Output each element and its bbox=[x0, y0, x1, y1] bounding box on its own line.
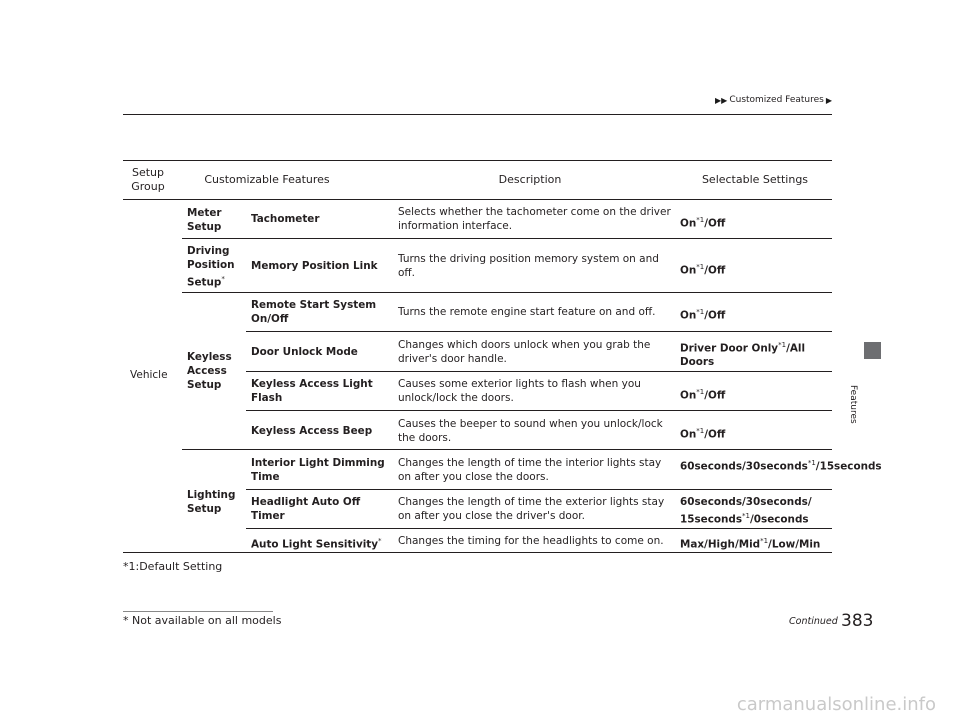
triangle-icon: ▶ bbox=[825, 95, 832, 105]
top-rule bbox=[123, 114, 832, 115]
table-top-rule bbox=[123, 160, 832, 161]
feature-description: Causes some exterior lights to flash when you unlock/lock the doors. bbox=[398, 378, 641, 404]
feature-description: Changes the timing for the headlights to come on. bbox=[398, 535, 664, 547]
table-bottom-rule bbox=[123, 552, 832, 553]
continued-label: Continued bbox=[789, 616, 838, 627]
feature-name: Door Unlock Mode bbox=[251, 346, 358, 358]
page-number: 383 bbox=[841, 611, 874, 631]
feature-name: Memory Position Link bbox=[251, 260, 378, 272]
col-header-group: Setup Group bbox=[131, 166, 165, 193]
subgroup-lighting: Lighting Setup bbox=[187, 489, 236, 515]
feature-description: Selects whether the tachometer come on the driver information interface. bbox=[398, 206, 671, 232]
feature-settings: Driver Door Only$^{*1}$/All Doors bbox=[680, 341, 806, 369]
footnote: * Not available on all models bbox=[123, 614, 282, 627]
running-header bbox=[715, 95, 832, 105]
row-rule bbox=[182, 449, 832, 450]
watermark: carmanualsonline.info bbox=[736, 694, 936, 715]
row-rule bbox=[246, 528, 832, 529]
row-rule bbox=[246, 489, 832, 490]
feature-name: Tachometer bbox=[251, 213, 320, 225]
feature-name: Keyless Access Beep bbox=[251, 425, 373, 437]
feature-description: Turns the remote engine start feature on and off. bbox=[398, 306, 656, 318]
section-tab-label: Features bbox=[848, 385, 858, 424]
vehicle-label: Vehicle bbox=[130, 369, 168, 381]
feature-name: Keyless Access Light Flash bbox=[251, 378, 373, 404]
col-header-description: Description bbox=[498, 173, 562, 186]
feature-settings: Max/High/Mid$^{*1}$/Low/Min bbox=[680, 537, 821, 551]
row-rule bbox=[182, 292, 832, 293]
feature-name: Headlight Auto Off Timer bbox=[251, 496, 361, 522]
feature-settings: 60seconds/30seconds/ 15seconds$^{*1}$/0seconds bbox=[680, 496, 812, 526]
header-bottom-rule bbox=[123, 199, 832, 200]
section-tab-marker bbox=[864, 342, 881, 359]
feature-name: Remote Start System On/Off bbox=[251, 299, 377, 325]
triangle-icon: ▶▶ bbox=[715, 95, 728, 105]
feature-settings: On$^{*1}$/Off bbox=[680, 216, 726, 230]
header-section-title: Customized Features bbox=[729, 95, 824, 105]
feature-settings: 60seconds/30seconds$^{*1}$/15seconds bbox=[680, 459, 882, 473]
col-header-feature: Customizable Features bbox=[204, 173, 330, 186]
default-setting-note: *1:Default Setting bbox=[123, 560, 223, 573]
subgroup-keyless: Keyless Access Setup bbox=[187, 351, 232, 391]
subgroup-meter: Meter Setup bbox=[187, 207, 222, 233]
footnote-rule bbox=[123, 611, 273, 612]
feature-name: Interior Light Dimming Time bbox=[251, 457, 385, 483]
feature-settings: On$^{*1}$/Off bbox=[680, 388, 726, 402]
feature-name: Auto Light Sensitivity* bbox=[251, 537, 382, 551]
feature-settings: On$^{*1}$/Off bbox=[680, 263, 726, 277]
feature-description: Turns the driving position memory system on and off. bbox=[398, 253, 659, 279]
feature-description: Causes the beeper to sound when you unlock/lock the doors. bbox=[398, 418, 663, 444]
feature-settings: On$^{*1}$/Off bbox=[680, 427, 726, 441]
row-rule bbox=[246, 331, 832, 332]
row-rule bbox=[246, 410, 832, 411]
col-header-settings: Selectable Settings bbox=[701, 173, 809, 186]
feature-description: Changes the length of time the interior lights stay on after you close the doors. bbox=[398, 457, 662, 483]
row-rule bbox=[182, 238, 832, 239]
subgroup-driving: Driving Position Setup* bbox=[187, 245, 235, 289]
feature-description: Changes which doors unlock when you grab the driver's door handle. bbox=[398, 339, 651, 365]
feature-description: Changes the length of time the exterior lights stay on after you close the driver's door. bbox=[398, 496, 665, 522]
feature-settings: On$^{*1}$/Off bbox=[680, 308, 726, 322]
row-rule bbox=[246, 371, 832, 372]
